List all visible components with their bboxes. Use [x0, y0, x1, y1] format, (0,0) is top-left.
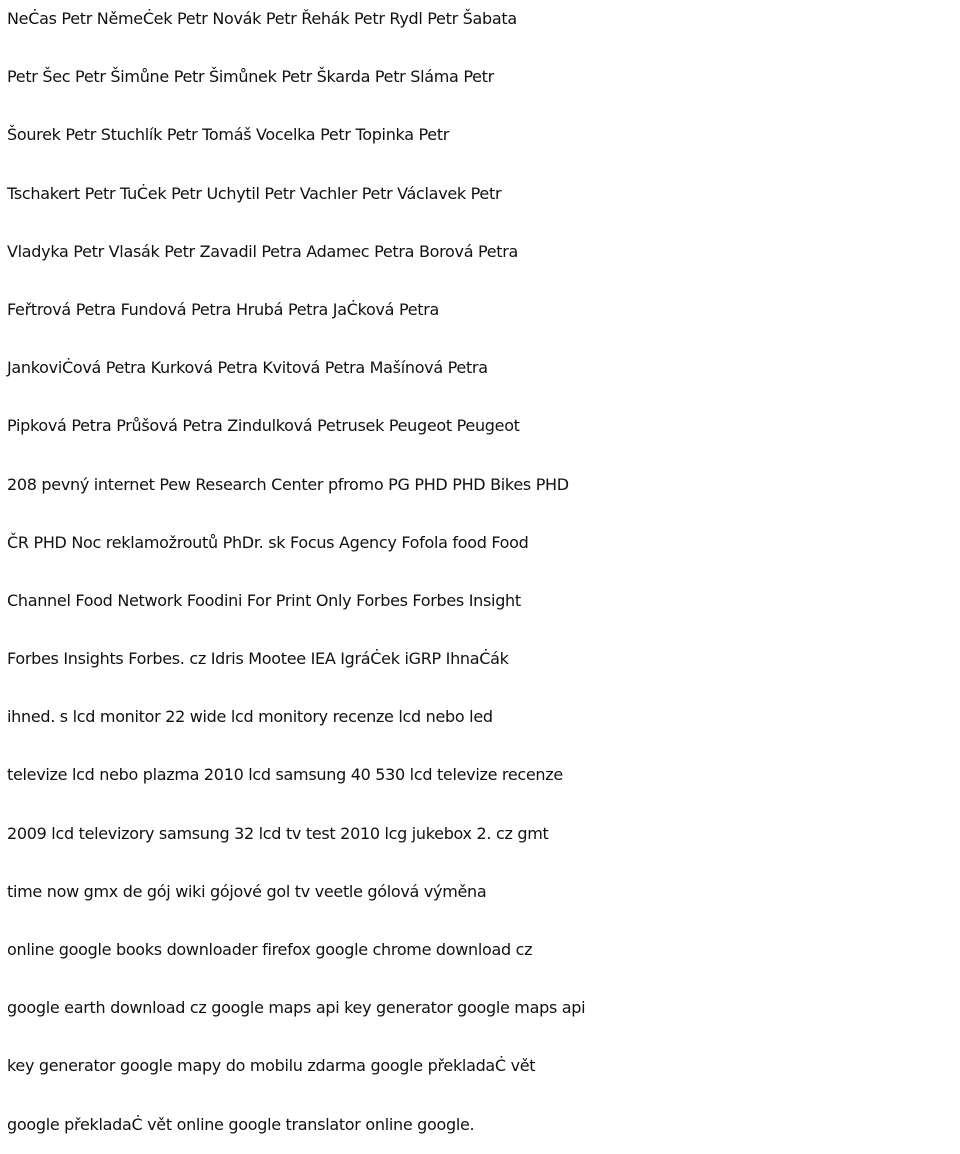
- text-line: key generator google mapy do mobilu zdarma google překladaĊ vět: [7, 1056, 536, 1076]
- text-line: online google books downloader firefox google chrome download cz: [7, 940, 533, 959]
- text-line: Petr Šec Petr Šimůne Petr Šimůnek Petr Škarda Petr Sláma Petr: [7, 67, 494, 87]
- text-line: Vladyka Petr Vlasák Petr Zavadil Petra Adamec Petra Borová Petra: [7, 241, 519, 261]
- text-line: 2009 lcd televizory samsung 32 lcd tv test 2010 lcg jukebox 2. cz gmt: [7, 823, 549, 843]
- text-line: 208 pevný internet Pew Research Center pfromo PG PHD PHD Bikes PHD: [7, 474, 569, 494]
- text-line: NeĊas Petr NěmeĊek Petr Novák Petr Řehák Petr Rydl Petr Šabata: [7, 9, 517, 28]
- text-line: Pipková Petra Průšová Petra Zindulková Petrusek Peugeot Peugeot: [7, 416, 520, 436]
- text-line: google překladaĊ vět online google translator online google.: [7, 1114, 475, 1134]
- text-line: televize lcd nebo plazma 2010 lcd samsung 40 530 lcd televize recenze: [7, 765, 563, 785]
- text-line: Channel Food Network Foodini For Print Only Forbes Forbes Insight: [7, 590, 521, 610]
- text-line: Šourek Petr Stuchlík Petr Tomáš Vocelka Petr Topinka Petr: [7, 125, 450, 145]
- text-line: ČR PHD Noc reklamožroutů PhDr. sk Focus Agency Fofola food Food: [7, 532, 529, 552]
- text-line: Tschakert Petr TuĊek Petr Uchytil Petr Vachler Petr Václavek Petr: [7, 183, 502, 203]
- text-line: Feřtrová Petra Fundová Petra Hrubá Petra JaĊková Petra: [7, 299, 440, 319]
- text-line: time now gmx de gój wiki gójové gol tv veetle gólová výměna: [7, 881, 487, 901]
- text-line: JankoviĊová Petra Kurková Petra Kvitová Petra Mašínová Petra: [7, 358, 488, 378]
- text-line: google earth download cz google maps api key generator google maps api: [7, 998, 586, 1018]
- text-line: Forbes Insights Forbes. cz Idris Mootee IEA IgráĊek iGRP IhnaĊák: [7, 649, 509, 669]
- text-line: ihned. s lcd monitor 22 wide lcd monitory recenze lcd nebo led: [7, 707, 493, 727]
